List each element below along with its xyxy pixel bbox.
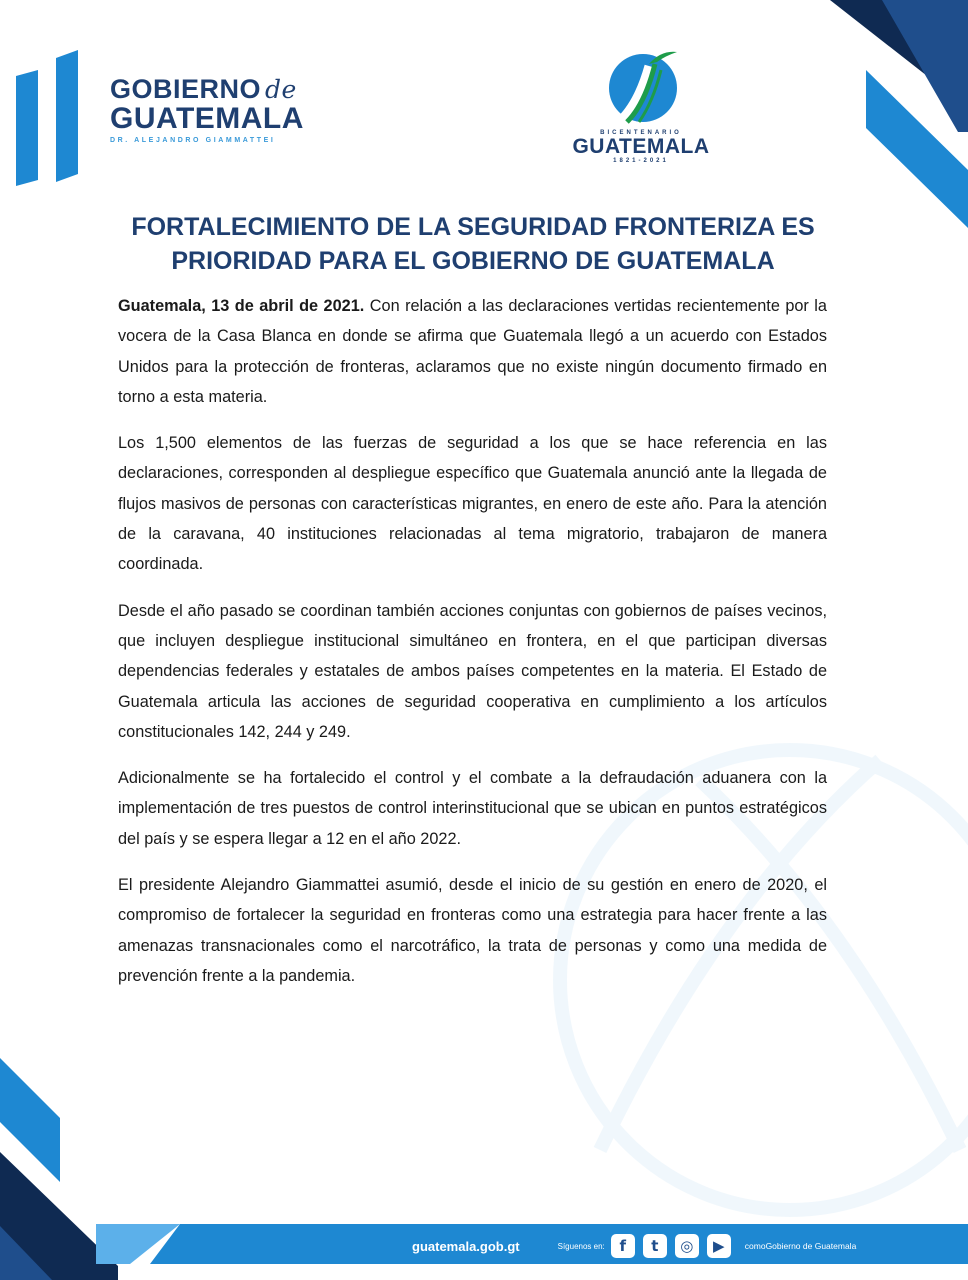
- bicentenario-label: BICENTENARIO: [600, 130, 682, 136]
- bicentenario-guatemala: GUATEMALA: [572, 135, 710, 158]
- logo-bars-icon: [14, 46, 94, 191]
- document-title: [100, 210, 846, 278]
- footer: [412, 1233, 856, 1259]
- paragraph-4: Adicionalmente se ha fortalecido el control y el combate a la defraudación aduanera con la implementación de tres puestos de control interinstitucional que se ubican en puntos estratégicos del país y se espera llegar a 12 en el año 2022.: [118, 769, 827, 848]
- footer-url-link[interactable]: guatemala.gob.gt: [412, 1238, 520, 1254]
- facebook-icon[interactable]: f: [611, 1234, 635, 1258]
- bicentenario-years: 1821-2021: [613, 158, 669, 164]
- dateline: Guatemala, 13 de abril de 2021.: [118, 297, 365, 315]
- follow-label: Síguenos en:: [557, 1241, 605, 1251]
- social-handle: comoGobierno de Guatemala: [744, 1241, 857, 1251]
- paragraph-3: Desde el año pasado se coordinan también acciones conjuntas con gobiernos de países vecinos, que incluyen despliegue institucional simultáneo en frontera, en el que participan diversas dependencias federales y estatales de ambos países competentes en la materia. El Estado de Guatemala articula las acciones de seguridad cooperativa en cumplimiento a los artículos constitucionales 142, 244 y 249.: [118, 601, 827, 741]
- document-body: [118, 291, 827, 1007]
- gov-line2: GUATEMALA: [110, 102, 304, 135]
- paragraph-1: [118, 291, 827, 412]
- gov-president: DR. ALEJANDRO GIAMMATTEI: [110, 137, 276, 144]
- gobierno-logo: [14, 46, 344, 196]
- paragraph-5: El presidente Alejandro Giammattei asumió, desde el inicio de su gestión en enero de 2020, el compromiso de fortalecer la seguridad en fronteras como una estrategia para hacer frente a las amenazas transnacionales como el narcotráfico, la trata de personas y como una medida de prevención frente a la pandemia.: [118, 876, 827, 985]
- gov-line1: GOBIERNO: [110, 74, 262, 104]
- twitter-icon[interactable]: t: [643, 1234, 667, 1258]
- gov-de: de: [265, 75, 297, 104]
- youtube-icon[interactable]: ▶: [707, 1234, 731, 1258]
- title-line-2: PRIORIDAD PARA EL GOBIERNO DE GUATEMALA: [171, 247, 775, 275]
- quetzal-emblem-icon: [591, 46, 691, 126]
- title-line-1: FORTALECIMIENTO DE LA SEGURIDAD FRONTERIZA ES: [131, 213, 815, 241]
- instagram-icon[interactable]: ◎: [675, 1234, 699, 1258]
- bicentenario-logo: [556, 46, 726, 186]
- paragraph-1-text: Con relación a las declaraciones vertidas recientemente por la vocera de la Casa Blanca en donde se afirma que Guatemala llegó a un acuerdo con Estados Unidos para la protección de fronteras, aclaramos que no existe ningún documento firmado en torno a esta materia.: [118, 297, 827, 406]
- paragraph-2: Los 1,500 elementos de las fuerzas de seguridad a los que se hace referencia en las declaraciones, corresponden al despliegue específico que Guatemala anunció ante la llegada de flujos masivos de personas con características migrantes, en enero de este año. Para la atención de la caravana, 40 instituciones relacionadas al tema migratorio, trabajaron de manera coordinada.: [118, 434, 827, 574]
